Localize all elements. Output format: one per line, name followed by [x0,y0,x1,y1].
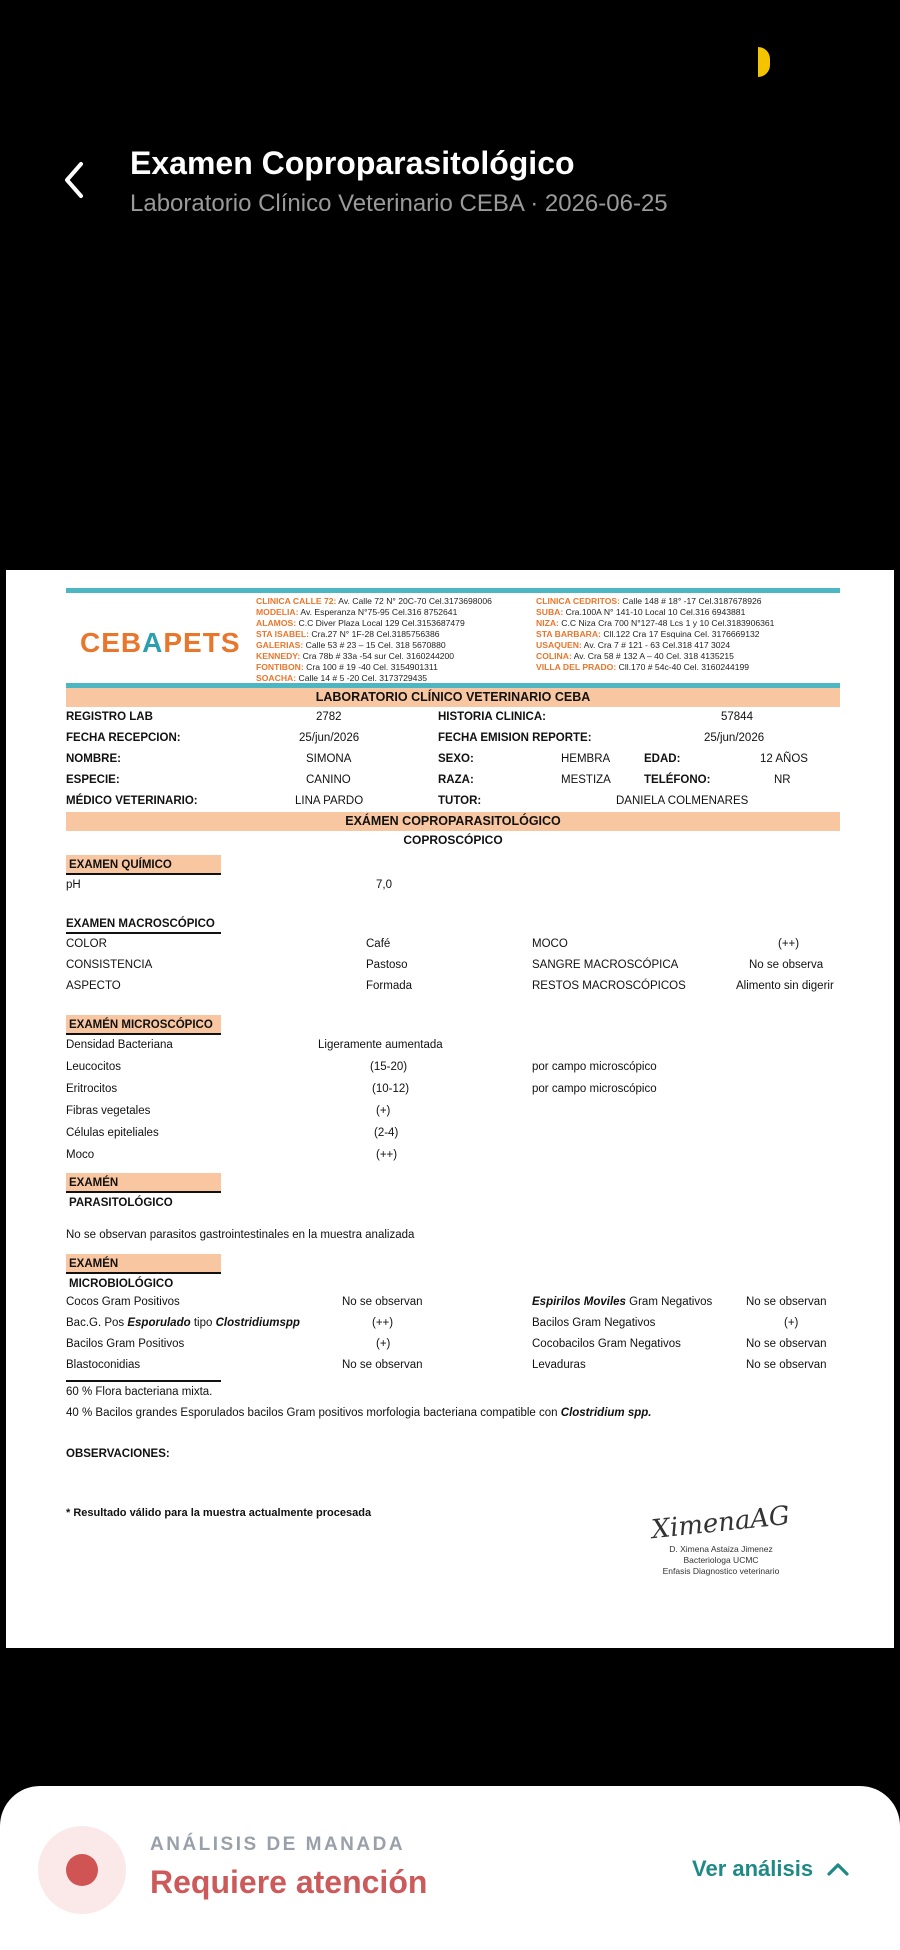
microbio-row: Bac.G. Pos Esporulado tipo Clostridiumspp (++) Bacilos Gram Negativos (+) [66,1317,799,1329]
signer-name: D. Ximena Astaiza Jimenez [669,1544,773,1554]
flora-line: 60 % Flora bacteriana mixta. [66,1386,213,1398]
address-text: Cra.27 N° 1F-28 Cel.3185756386 [309,629,440,639]
address-text: Cra 100 # 19 -40 Cel. 3154901311 [303,662,438,672]
signature-block [646,1500,796,1577]
address-branch: ALAMOS: [256,618,297,628]
address-text: Calle 148 # 18° -17 Cel.3187678926 [620,596,762,606]
macro-label: MOCO [532,938,568,950]
section-quimico: EXAMEN QUÍMICO [66,855,221,875]
parasit-result: No se observan parasitos gastrointestinales en la muestra analizada [66,1229,415,1241]
info-row: ESPECIE: CANINO RAZA: MESTIZA TELÉFONO: NR [66,774,791,786]
info-row: MÉDICO VETERINARIO: LINA PARDO TUTOR: DANIELA COLMENARES [66,795,749,807]
address-branch: FONTIBON: [256,662,304,672]
address-branch: STA BARBARA: [536,629,601,639]
macro-label: COLOR [66,938,107,950]
address-text: Cra.100A N° 141-10 Local 10 Cel.316 6943881 [563,607,746,617]
macro-label: CONSISTENCIA [66,959,153,971]
micro-row [66,1101,840,1123]
macro-value: Formada [366,980,413,992]
micro-note: por campo microscópico [532,1083,657,1095]
address-line [256,596,492,607]
address-line [536,596,774,607]
section-parasitologico: EXAMÉN PARASITOLÓGICO [66,1173,221,1193]
micro-value: (2-4) [374,1127,399,1139]
address-text: Calle 53 # 23 – 15 Cel. 318 5670880 [303,640,446,650]
address-branch: SUBA: [536,607,564,617]
addresses-left [256,596,492,684]
address-branch: CLINICA CEDRITOS: [536,596,621,606]
micro-value: (++) [376,1149,398,1161]
macro-label: SANGRE MACROSCÓPICA [532,959,679,971]
micro-label: Células epiteliales [66,1127,159,1139]
address-branch: VILLA DEL PRADO: [536,662,617,672]
micro-row [66,1145,840,1167]
ceba-pets-logo: CEBAPETS [80,627,241,658]
address-text: C.C Diver Plaza Local 129 Cel.3153687479 [296,618,465,628]
micro-value: (15-20) [370,1061,408,1073]
signer-role: Bacteriologa UCMC [683,1555,759,1565]
address-line [536,640,774,651]
view-analysis-button[interactable] [692,1856,849,1882]
section-microscopico: EXAMÉN MICROSCÓPICO [66,1015,221,1035]
address-text: C.C Niza Cra 700 N°127-48 Lcs 1 y 10 Cel.3183906361 [558,618,775,628]
address-branch: SOACHA: [256,673,297,683]
address-branch: CLINICA CALLE 72: [256,596,337,606]
exam-title: EXÁMEN COPROPARASITOLÓGICO [66,812,840,831]
chevron-left-icon [63,161,85,199]
address-line [256,662,492,673]
addresses-right [536,596,774,673]
address-branch: GALERIAS: [256,640,304,650]
address-text: Av. Esperanza N°75-95 Cel.316 8752641 [298,607,458,617]
address-branch: STA ISABEL: [256,629,309,639]
alert-dot [66,1854,98,1886]
address-text: Calle 14 # 5 -20 Cel. 3173729435 [296,673,428,683]
macro-value: (++) [778,938,800,950]
page-title: Examen Coproparasitológico [130,145,575,181]
address-line [256,629,492,640]
address-line [256,651,492,662]
address-line [536,662,774,673]
info-row: REGISTRO LAB 2782 HISTORIA CLINICA: 57844 [66,711,753,723]
micro-label: Eritrocitos [66,1083,118,1095]
address-text: Av. Calle 72 N° 20C-70 Cel.3173698006 [336,596,492,606]
macro-value: Alimento sin digerir [736,980,834,992]
observaciones-label: OBSERVACIONES: [66,1448,170,1460]
micro-row [66,1079,840,1101]
herd-analysis-sheet[interactable] [0,1786,900,1950]
address-branch: KENNEDY: [256,651,301,661]
exam-subtitle: COPROSCÓPICO [403,833,503,847]
address-branch: MODELIA: [256,607,299,617]
battery-indicator [758,47,770,77]
analysis-label: ANÁLISIS DE MANADA [150,1834,406,1855]
micro-label: Fibras vegetales [66,1105,151,1117]
microbio-row: Bacilos Gram Positivos (+) Cocobacilos Gram Negativos No se observan [66,1338,827,1350]
micro-row [66,1123,840,1145]
macro-row [66,934,840,955]
signer-area: Enfasis Diagnostico veterinario [662,1566,780,1576]
analysis-status: Requiere atención [150,1864,428,1900]
address-branch: COLINA: [536,651,572,661]
micro-row [66,1057,840,1079]
micro-label: Leucocitos [66,1061,121,1073]
address-line [256,607,492,618]
microbio-row: Blastoconidias No se observan Levaduras No se observan [66,1359,827,1371]
lab-title: LABORATORIO CLÍNICO VETERINARIO CEBA [66,688,840,707]
micro-note: por campo microscópico [532,1061,657,1073]
macro-row [66,955,840,976]
macro-value: Pastoso [366,959,408,971]
address-line [536,607,774,618]
info-row: FECHA RECEPCION: 25/jun/2026 FECHA EMISION REPORTE: 25/jun/2026 [66,732,765,744]
micro-value: Ligeramente aumentada [318,1039,443,1051]
micro-label: Densidad Bacteriana [66,1039,173,1051]
info-row: NOMBRE: SIMONA SEXO: HEMBRA EDAD: 12 AÑOS [66,753,808,765]
address-line [536,629,774,640]
micro-row [66,1035,840,1057]
section-macroscopico: EXAMEN MACROSCÓPICO [66,914,221,934]
macro-value: No se observa [749,959,824,971]
macro-label: ASPECTO [66,980,121,992]
page-subtitle: Laboratorio Clínico Veterinario CEBA · 2026-06-25 [130,190,668,217]
address-line [256,618,492,629]
micro-value: (10-12) [372,1083,410,1095]
macro-label: RESTOS MACROSCÓPICOS [532,980,686,992]
address-branch: USAQUEN: [536,640,582,650]
back-button[interactable] [54,158,94,202]
lab-letterhead [66,588,840,688]
macro-value: Café [366,938,391,950]
view-analysis-label: Ver análisis [692,1856,814,1881]
address-text: Cll.122 Cra 17 Esquina Cel. 3176669132 [600,629,760,639]
section-microbiologico: EXAMÉN MICROBIOLÓGICO [66,1254,221,1274]
address-text: Av. Cra 7 # 121 - 63 Cel.318 417 3024 [581,640,731,650]
micro-value: (+) [376,1105,391,1117]
address-text: Av. Cra 58 # 132 A – 40 Cel. 318 4135215 [571,651,734,661]
address-text: Cra 78b # 33a -54 sur Cel. 3160244200 [300,651,455,661]
microbio-row: Cocos Gram Positivos No se observan Espirilos Moviles Gram Negativos No se observan [66,1296,827,1308]
alert-status-icon [38,1826,126,1914]
address-line [536,618,774,629]
disclaimer: * Resultado válido para la muestra actualmente procesada [66,1507,372,1519]
address-text: Cll.170 # 54c-40 Cel. 3160244199 [616,662,750,672]
address-branch: NIZA: [536,618,559,628]
micro-label: Moco [66,1149,95,1161]
address-line [256,640,492,651]
macro-row [66,976,840,997]
lab-report-document[interactable] [6,570,894,1648]
bacilos-line: 40 % Bacilos grandes Esporulados bacilos Gram positivos morfologia bacteriana compatible con Clostridium spp. [66,1407,652,1419]
address-line [536,651,774,662]
ph-row: pH 7,0 [66,879,392,891]
chevron-up-icon [827,1862,849,1876]
address-line [256,673,492,684]
signature-scribble: XimenaAG [650,1500,792,1546]
